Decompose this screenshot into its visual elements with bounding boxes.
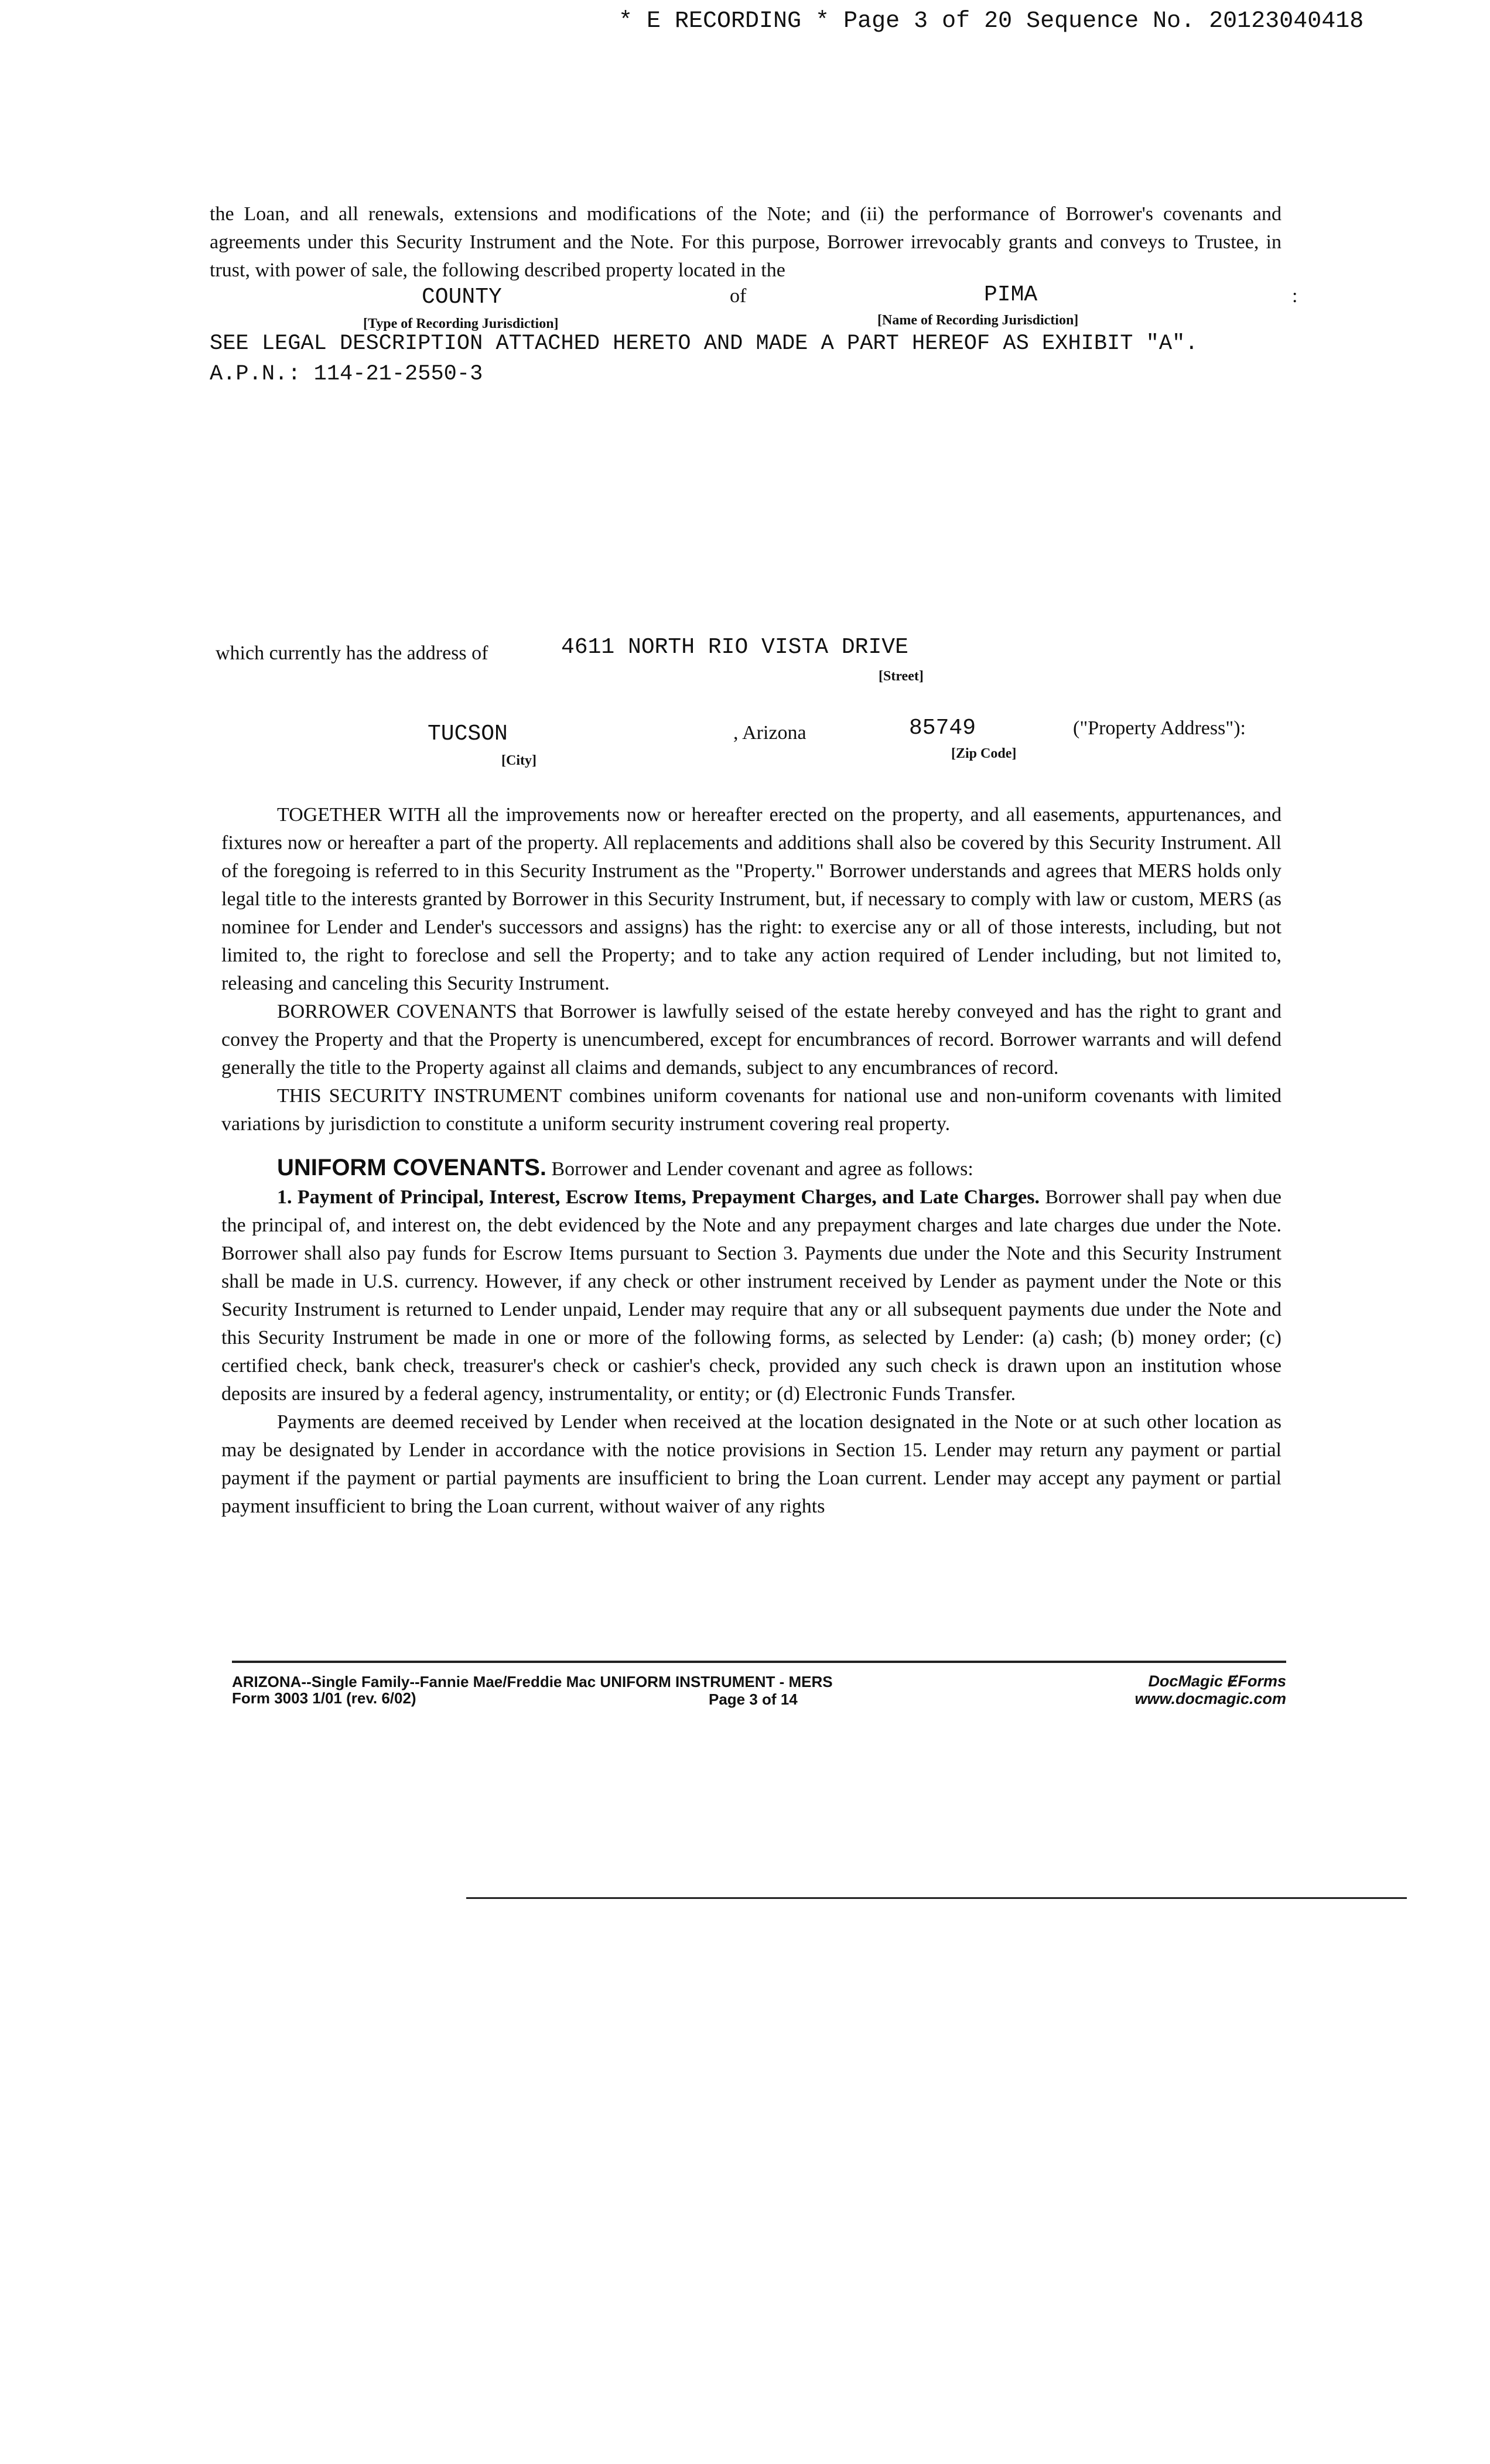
this-security-instrument-paragraph: THIS SECURITY INSTRUMENT combines uniform covenants for national use and non-uniform covenants with limited variations by jurisdiction to constitute a uniform security instrument covering real property. xyxy=(221,1085,1281,1135)
colon: : xyxy=(1292,285,1298,307)
borrower-covenants-paragraph: BORROWER COVENANTS that Borrower is lawfully seised of the estate hereby conveyed and has the right to grant and convey the Property and that the Property is unencumbered, except for encumbrances of record. Borrower warrants and will defend generally the title to the Property against all claims and demands, subject to any encumbrances of record. xyxy=(221,1001,1281,1079)
body-text xyxy=(221,801,1281,1521)
section-1-title: Payment of Principal, Interest, Escrow Items, Prepayment Charges, and Late Charges. xyxy=(297,1186,1040,1208)
payments-deemed-paragraph: Payments are deemed received by Lender when received at the location designated in the Note or at such other location as may be designated by Lender in accordance with the notice provisions in Section 15. Lender may return any payment or partial payment if the payment or partial payments are insufficient to bring the Loan current. Lender may accept any payment or partial payment insufficient to bring the Loan current, without waiver of any rights xyxy=(221,1411,1281,1517)
jurisdiction-type: COUNTY xyxy=(422,285,502,310)
legal-description-line: SEE LEGAL DESCRIPTION ATTACHED HERETO AND MADE A PART HEREOF AS EXHIBIT "A". xyxy=(210,331,1198,356)
zip-value: 85749 xyxy=(909,716,976,741)
street-caption: [Street] xyxy=(879,669,924,684)
zip-caption: [Zip Code] xyxy=(951,746,1017,761)
city-caption: [City] xyxy=(501,753,536,768)
property-address-label: ("Property Address"): xyxy=(1073,717,1246,739)
section-1-paragraph xyxy=(221,1183,1281,1408)
footer-brand: DocMagic ɆForms xyxy=(1148,1672,1286,1690)
address-lead-text: which currently has the address of xyxy=(216,642,488,664)
section-1-text: Borrower shall pay when due the principal of, and interest on, the debt evidenced by the Note and any prepayment charges and late charges due under the Note. Borrower shall also pay funds for Escrow Items pursuant to Section 3. Payments due under the Note and this Security Instrument shall be made in U.S. currency. However, if any check or other instrument received by Lender as payment under the Note or this Security Instrument is returned to Lender unpaid, Lender may require that any or all subsequent payments due under the Note and this Security Instrument be made in one or more of the following forms, as selected by Lender: (a) cash; (b) money order; (c) certified check, bank check, treasurer's check or cashier's check, provided any such check is drawn upon an institution whose deposits are insured by a federal agency, instrumentality, or entity; or (d) Electronic Funds Transfer. xyxy=(221,1186,1282,1405)
uniform-covenants-intro: Borrower and Lender covenant and agree as follows: xyxy=(551,1158,973,1180)
caption-type-jurisdiction: [Type of Recording Jurisdiction] xyxy=(363,316,559,331)
street-address: 4611 NORTH RIO VISTA DRIVE xyxy=(561,635,908,660)
footer-website: www.docmagic.com xyxy=(1134,1690,1286,1707)
section-1-number: 1. xyxy=(277,1186,292,1208)
intro-paragraph: the Loan, and all renewals, extensions and modifications of the Note; and (ii) the performance of Borrower's covenants and agreements under this Security Instrument and the Note. For this purpose, Borrower irrevocably grants and conveys to Trustee, in trust, with power of sale, the following described property located in the xyxy=(210,203,1281,281)
apn-line: A.P.N.: 114-21-2550-3 xyxy=(210,362,483,386)
footer-rule xyxy=(232,1661,1286,1663)
city-value: TUCSON xyxy=(428,721,508,747)
together-with-paragraph: TOGETHER WITH all the improvements now or hereafter erected on the property, and all easements, appurtenances, and fixtures now or hereafter a part of the property. All replacements and additions shall also be covered by this Security Instrument. All of the foregoing is referred to in this Security Instrument as the "Property." Borrower understands and agrees that MERS holds only legal title to the interests granted by Borrower in this Security Instrument, but, if necessary to comply with law or custom, MERS (as nominee for Lender and Lender's successors and assigns) has the right: to exercise any or all of those interests, including, but not limited to, the right to foreclose and sell the Property; and to take any action required of Lender including, but not limited to, releasing and canceling this Security Instrument. xyxy=(221,804,1281,994)
jurisdiction-name: PIMA xyxy=(984,282,1038,307)
state-value: , Arizona xyxy=(733,722,806,744)
uniform-covenants-heading: UNIFORM COVENANTS. xyxy=(277,1155,546,1180)
footer-form-number: Form 3003 1/01 (rev. 6/02) xyxy=(232,1689,416,1707)
recording-header: * E RECORDING * Page 3 of 20 Sequence No. 20123040418 xyxy=(618,8,1364,35)
footer-form-title: ARIZONA--Single Family--Fannie Mae/Freddie Mac UNIFORM INSTRUMENT - MERS xyxy=(232,1673,833,1690)
of-word: of xyxy=(730,285,747,307)
uniform-covenants-line xyxy=(221,1154,1281,1183)
caption-name-jurisdiction: [Name of Recording Jurisdiction] xyxy=(877,313,1079,328)
bottom-rule xyxy=(466,1897,1407,1899)
footer-page-label: Page 3 of 14 xyxy=(709,1690,798,1708)
